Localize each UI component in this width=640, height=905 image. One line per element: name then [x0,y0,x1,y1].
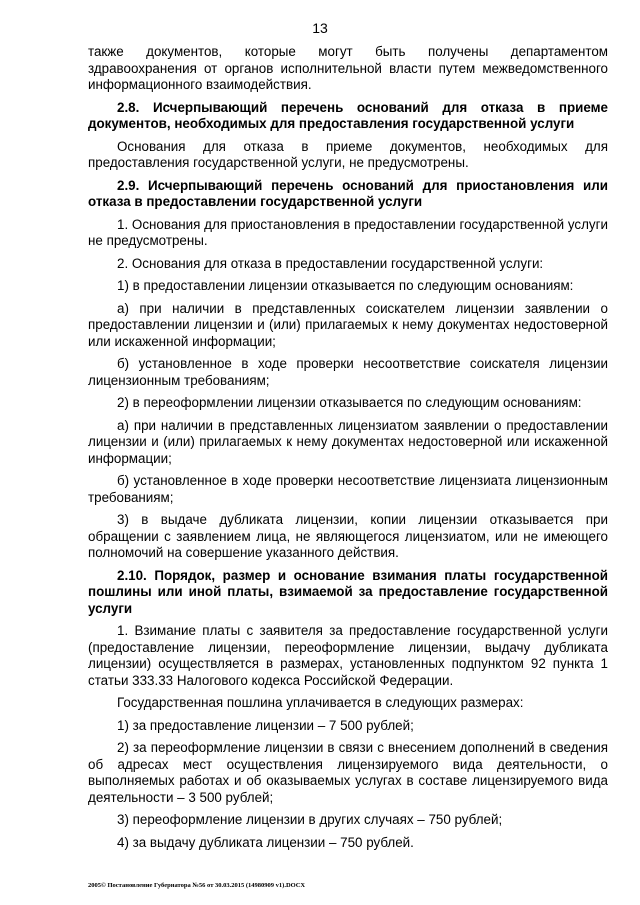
body-paragraph: 3) переоформление лицензии в других случаях – 750 рублей; [117,812,503,827]
body-paragraph: 1. Взимание платы с заявителя за предоставление государственной услуги (предоставление лицензии, переоформление лицензии, выдачу дубликата лицензии) осуществляется в размерах, установленных подпунктом 92 пункта 1 статьи 333.33 Налогового кодекса Российской Федерации. [88,623,608,688]
body-paragraph: Государственная пошлина уплачивается в следующих размерах: [117,695,524,710]
body-paragraph: 4) за выдачу дубликата лицензии – 750 рублей. [117,834,414,850]
body-paragraph: также документов, которые могут быть получены департаментом здравоохранения от органов исполнительной власти путем межведомственного информационного взаимодействия. [88,44,608,92]
body-paragraph: б) установленное в ходе проверки несоответствие соискателя лицензии лицензионным требованиям; [88,356,608,388]
body-paragraph: 1. Основания для приостановления в предоставлении государственной услуги не предусмотрены. [88,216,608,248]
section-heading: 2.9. Исчерпывающий перечень оснований для приостановления или отказа в предоставлении государственной услуги [88,177,608,209]
body-paragraph: а) при наличии в представленных лицензиатом заявлении о предоставлении лицензии и (или) прилагаемых к нему документах недостоверной или искаженной информации; [88,417,608,466]
body-paragraph: а) при наличии в представленных соискателем лицензии заявлении о предоставлении лицензии и (или) прилагаемых к нему документах недостоверной или искаженной информации; [88,300,608,349]
body-paragraph: Основания для отказа в приеме документов, необходимых для предоставления государственной услуги, не предусмотрены. [88,138,608,170]
body-paragraph: 2. Основания для отказа в предоставлении государственной услуги: [117,255,544,271]
document-body [88,44,608,857]
body-paragraph: 3) в выдаче дубликата лицензии, копии лицензии отказывается при обращении с заявлением лица, не являющегося лицензиатом, или не имеющего полномочий на совершение указанного действия. [88,512,608,560]
body-paragraph: 2) за переоформление лицензии в связи с внесением дополнений в сведения об адресах мест осуществления лицензируемого вида деятельности, о выполняемых работах и об оказываемых услугах в составе лицензируемого вида деятельности – 3 500 рублей; [88,740,608,805]
body-paragraph: 1) в предоставлении лицензии отказывается по следующим основаниям: [117,278,574,293]
body-paragraph: 2) в переоформлении лицензии отказывается по следующим основаниям: [117,395,582,410]
body-paragraph: 1) за предоставление лицензии – 7 500 рублей; [117,717,414,733]
section-heading: 2.8. Исчерпывающий перечень оснований для отказа в приеме документов, необходимых для предоставления государственной услуги [88,99,608,131]
section-heading: 2.10. Порядок, размер и основание взимания платы государственной пошлины или иной платы, взимаемой за предоставление государственной услуги [88,567,608,616]
page-number: 13 [312,20,328,36]
document-footer: 2005© Постановление Губернатора №56 от 30.03.2015 (14980909 v1).DOCX [88,882,306,889]
body-paragraph: б) установленное в ходе проверки несоответствие лицензиата лицензионным требованиям; [88,473,608,505]
